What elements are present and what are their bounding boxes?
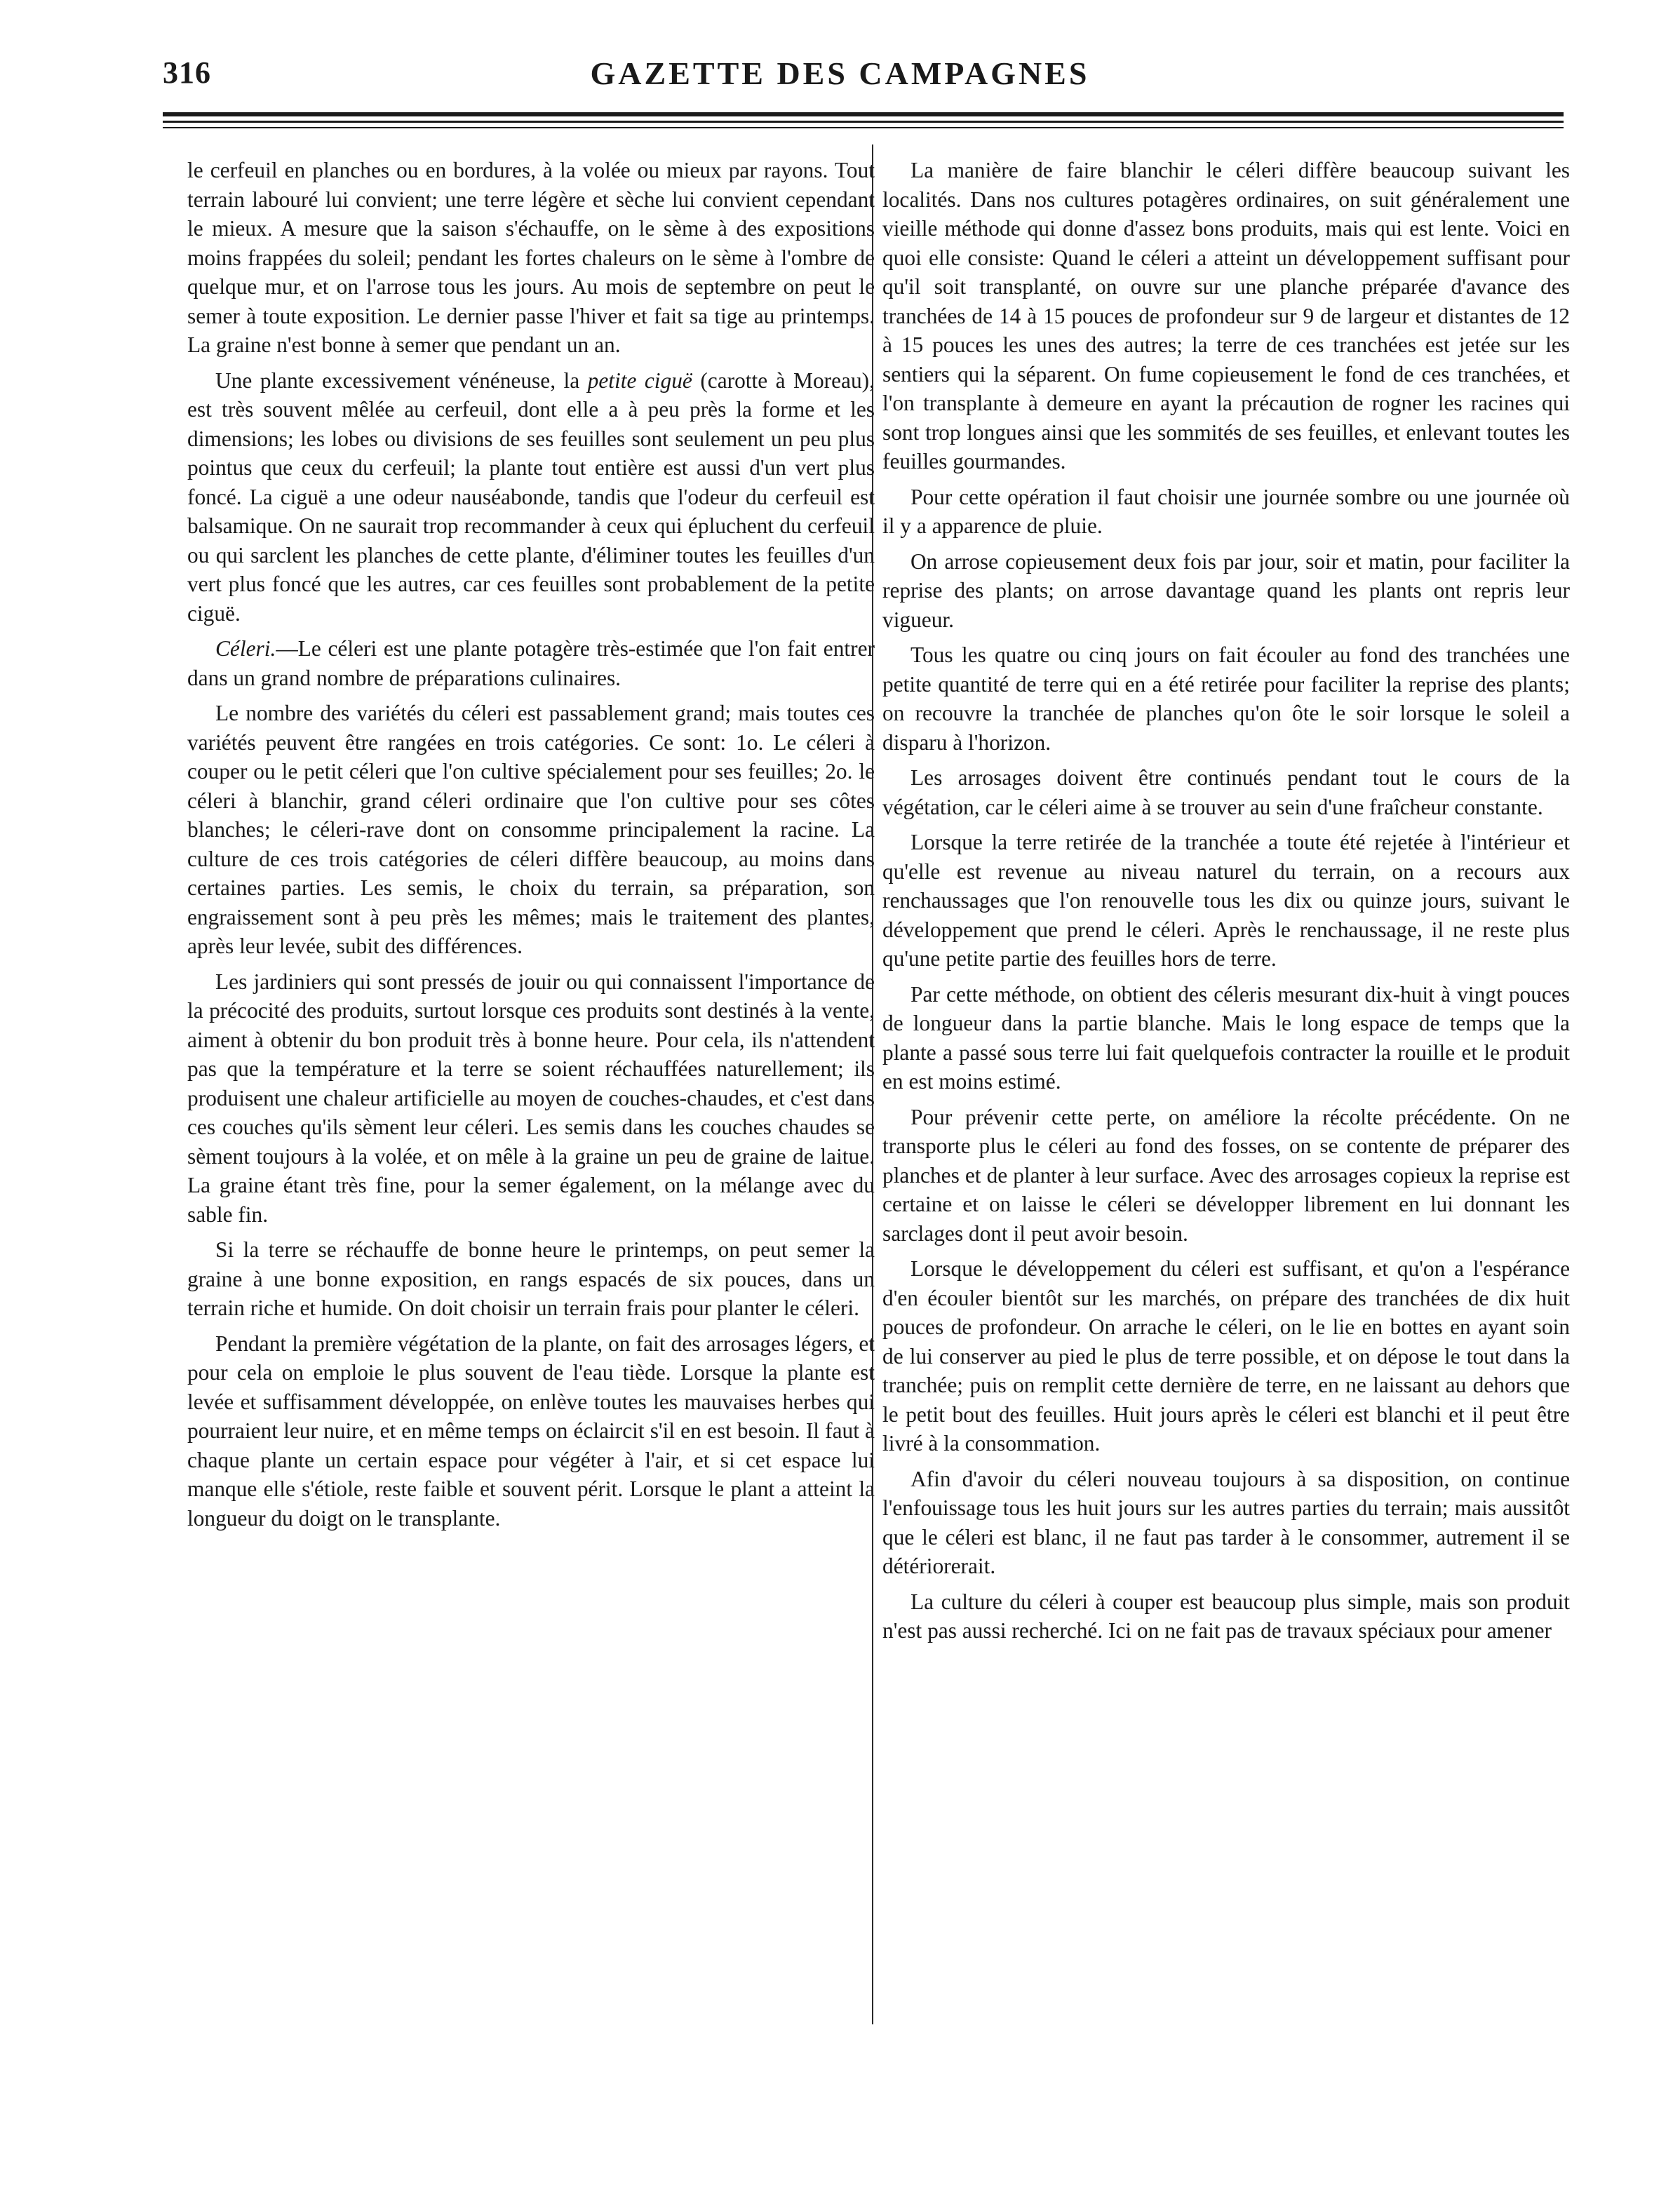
paragraph: Lorsque la terre retirée de la tranchée a toute été rejetée à l'intérieur et qu'elle est revenue au niveau naturel du terrain, on a recours aux renchaussages que l'on renouvelle tous les dix ou quinze jours, suivant le développement que prend le céleri. Après le renchaussage, il ne reste plus qu'une petite partie des feuilles hors de terre. [882,830,1570,971]
paragraph-text: Une plante excessivement vénéneuse, la [215,368,588,393]
paragraph: Pendant la première végétation de la plante, on fait des arrosages légers, et pour cela on emploie le plus souvent de l'eau tiède. Lorsque la plante est levée et suffisamment développée, on enlève toutes les mauvaises herbes qui pourraient leur nuire, et en même temps on éclaircit s'il en est besoin. Il faut à chaque plante un certain espace pour végéter à l'air, et si cet espace lui manque elle s'étiole, reste faible et souvent périt. Lorsque le plant a atteint la longueur du doigt on le transplante. [187,1331,875,1531]
paragraph: Pour cette opération il faut choisir une journée sombre ou une journée où il y a apparence de pluie. [882,484,1570,538]
paragraph: La culture du céleri à couper est beaucoup plus simple, mais son produit n'est pas aussi recherché. Ici on ne fait pas de travaux spéciaux pour amener [882,1589,1570,1643]
right-column [882,156,1570,1652]
paragraph [187,634,875,692]
paragraph-text: —Le céleri est une plante potagère très-estimée que l'on fait entrer dans un grand nombre de préparations culinaires. [187,636,875,690]
paragraph: le cerfeuil en planches ou en bordures, à la volée ou mieux par rayons. Tout terrain labouré lui convient; une terre légère et sèche lui convient cependant le mieux. A mesure que la saison s'échauffe, on le sème à des expositions moins frappées du soleil; pendant les fortes chaleurs on le sème à l'ombre de quelque mur, et on l'arrose tous les jours. Au mois de septembre on peut le semer à toute exposition. Le dernier passe l'hiver et fait sa tige au printemps. La graine n'est bonne à semer que pendant un an. [187,158,875,357]
header-rule [163,127,1564,128]
paragraph: Lorsque le développement du céleri est suffisant, et qu'on a l'espérance d'en écouler bientôt sur les marchés, on prépare des tranchées de dix huit pouces de profondeur. On arrache le céleri, on le lie en bottes en ayant soin de lui conserver au pied le plus de terre possible, et on dépose le tout dans la tranchée; puis on remplit cette dernière de terre, en ne laissant au dehors que le petit bout des feuilles. Huit jours après le céleri est blanchi et il peut être livré à la consommation. [882,1256,1570,1455]
paragraph-text: (carotte à Moreau), est très souvent mêlée au cerfeuil, dont elle a à peu près la forme et les dimensions; les lobes ou divisions de ses feuilles sont seulement un peu plus pointus que ceux du cerfeuil; la plante tout entière est aussi d'un vert plus foncé. La ciguë a une odeur nauséabonde, tandis que l'odeur du cerfeuil est balsamique. On ne saurait trop recommander à ceux qui épluchent du cerfeuil ou qui sarclent les planches de cette plante, d'éliminer toutes les feuilles d'un vert plus foncé que les autres, car ces feuilles sont probablement de la petite ciguë. [187,368,875,626]
header-rule [163,112,1564,116]
page-number: 316 [163,55,211,90]
running-title: GAZETTE DES CAMPAGNES [590,55,1090,91]
paragraph: On arrose copieusement deux fois par jour, soir et matin, pour faciliter la reprise des plants; on arrose davantage quand les plants ont repris leur vigueur. [882,549,1570,632]
italic-term: petite ciguë [587,368,692,393]
paragraph: Si la terre se réchauffe de bonne heure le printemps, on peut semer la graine à une bonne exposition, en rangs espacés de six pouces, dans un terrain riche et humide. On doit choisir un terrain frais pour planter le céleri. [187,1237,875,1320]
paragraph: Le nombre des variétés du céleri est passablement grand; mais toutes ces variétés peuvent être rangées en trois catégories. Ce sont: 1o. Le céleri à couper ou le petit céleri que l'on cultive spécialement pour ses feuilles; 2o. le céleri à blanchir, grand céleri ordinaire que l'on cultive pour ses côtes blanches; le céleri-rave dont on consomme principalement la racine. La culture de ces trois catégories de céleri diffère beaucoup, au moins dans certaines parties. Les semis, le choix du terrain, sa préparation, son engraissement sont à peu près les mêmes; mais le traitement des plantes, après leur levée, subit des différences. [187,701,875,958]
paragraph: Les jardiniers qui sont pressés de jouir ou qui connaissent l'importance de la précocité des produits, surtout lorsque ces produits sont destinés à la vente, aiment à obtenir du bon produit très à bonne heure. Pour cela, ils n'attendent pas que la température et la terre se soient réchauffées naturellement; ils produisent une chaleur artificielle au moyen de couches-chaudes, et c'est dans ces couches qu'ils sèment leur céleri. Les semis dans les couches chaudes se sèment toujours à la volée, et on mêle à la graine un peu de graine de laitue. La graine étant très fine, pour la semer également, on la mélange avec du sable fin. [187,969,875,1227]
paragraph: La manière de faire blanchir le céleri diffère beaucoup suivant les localités. Dans nos cultures potagères ordinaires, on suit généralement une vieille méthode qui donne d'assez bons produits, mais qui est lente. Voici en quoi elle consiste: Quand le céleri a atteint un développement suffisant pour qu'il soit transplanté, on ouvre sur une planche préparée d'avance des tranchées de 14 à 15 pouces de profondeur sur 9 de largeur et distantes de 12 à 15 pouces les unes des autres; la terre de ces tranchées est jetée sur les sentiers qui la séparent. On fume copieusement le fond de ces tranchées, et l'on transplante à demeure en ayant la précaution de rogner les racines qui sont trop longues ainsi que les sommités de ses feuilles, et enlevant toutes les feuilles gourmandes. [882,158,1570,473]
section-heading: Céleri. [215,636,276,661]
paragraph: Pour prévenir cette perte, on améliore la récolte précédente. On ne transporte plus le céleri au fond des fosses, on se contente de préparer des planches et de planter à leur surface. Avec des arrosages copieux la reprise est certaine et on laisse le céleri se développer librement en lui donnant les sarclages dont il peut avoir besoin. [882,1104,1570,1246]
header-rule [163,121,1564,123]
left-column [187,156,875,1539]
paragraph: Par cette méthode, on obtient des céleris mesurant dix-huit à vingt pouces de longueur dans la partie blanche. Mais le long espace de temps que la plante a passé sous terre lui fait quelquefois contracter la rouille et le produit en est moins estimé. [882,981,1570,1094]
paragraph: Les arrosages doivent être continués pendant tout le cours de la végétation, car le céleri aime à se trouver au sein d'une fraîcheur constante. [882,765,1570,819]
paragraph: Afin d'avoir du céleri nouveau toujours à sa disposition, on continue l'enfouissage tous les huit jours sur les autres parties du terrain; mais aussitôt que le céleri est blanc, il ne faut pas tarder à le consommer, autrement il se détériorerait. [882,1466,1570,1578]
paragraph [187,366,875,628]
paragraph: Tous les quatre ou cinq jours on fait écouler au fond des tranchées une petite quantité de terre qui en a été retirée pour faciliter la reprise des plants; on recouvre la tranchée de planches qu'on ôte le soir lorsque le soleil a disparu à l'horizon. [882,643,1570,755]
